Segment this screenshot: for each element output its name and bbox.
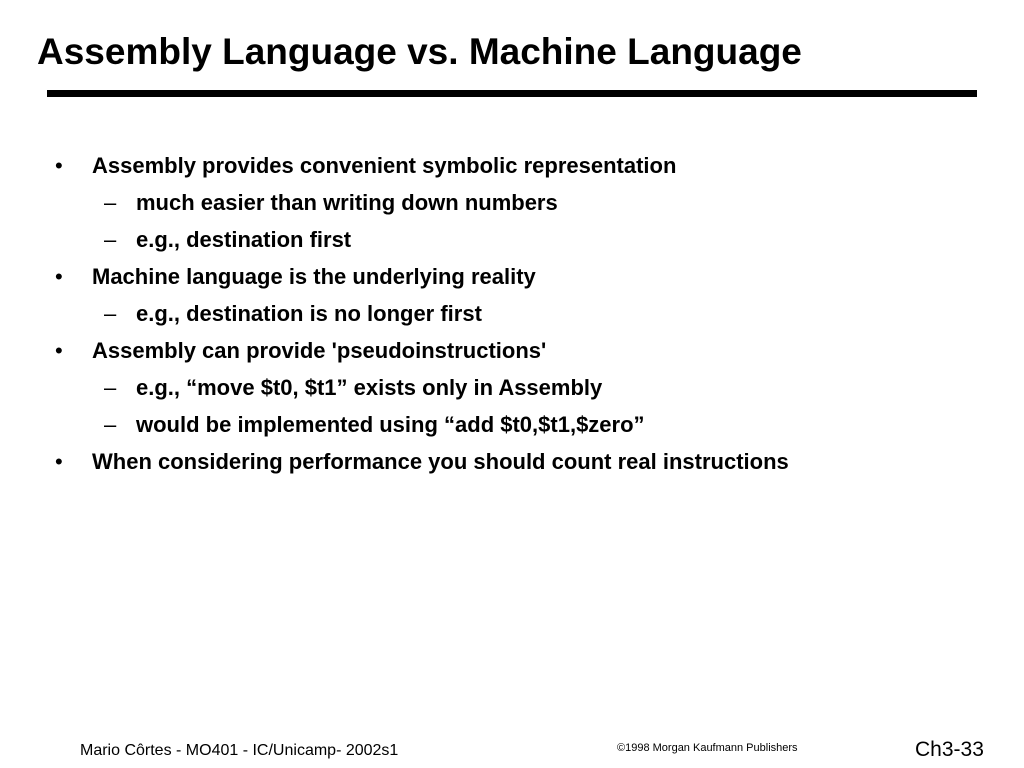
- title-divider: [47, 90, 977, 97]
- slide-title: Assembly Language vs. Machine Language: [37, 31, 802, 72]
- sub-bullet-item: [0, 184, 1024, 221]
- sub-bullet-text: would be implemented using “add $t0,$t1,$zero”: [136, 412, 645, 437]
- bullet-item: [0, 258, 1024, 295]
- footer-copyright: ©1998 Morgan Kaufmann Publishers: [617, 742, 798, 754]
- bullet-text: Machine language is the underlying reality: [92, 264, 536, 289]
- bullet-item: [0, 147, 1024, 184]
- bullet-list: [0, 147, 1024, 480]
- bullet-text: Assembly provides convenient symbolic representation: [92, 153, 677, 178]
- sub-bullet-item: [0, 406, 1024, 443]
- dash-marker: –: [104, 190, 117, 215]
- bullet-text: Assembly can provide 'pseudoinstructions': [92, 338, 547, 363]
- sub-bullet-text: e.g., “move $t0, $t1” exists only in Assembly: [136, 375, 603, 400]
- bullet-item: [0, 332, 1024, 369]
- bullet-marker: •: [55, 153, 63, 178]
- bullet-marker: •: [55, 264, 63, 289]
- bullet-item: [0, 443, 1024, 480]
- bullet-marker: •: [55, 449, 63, 474]
- page-number: Ch3-33: [915, 738, 984, 761]
- dash-marker: –: [104, 412, 117, 437]
- sub-bullet-item: [0, 369, 1024, 406]
- sub-bullet-text: e.g., destination first: [136, 227, 352, 252]
- dash-marker: –: [104, 227, 117, 252]
- sub-bullet-item: [0, 295, 1024, 332]
- sub-bullet-text: much easier than writing down numbers: [136, 190, 558, 215]
- dash-marker: –: [104, 301, 117, 326]
- dash-marker: –: [104, 375, 117, 400]
- sub-bullet-item: [0, 221, 1024, 258]
- footer-author: Mario Côrtes - MO401 - IC/Unicamp- 2002s1: [80, 742, 399, 759]
- bullet-marker: •: [55, 338, 63, 363]
- sub-bullet-text: e.g., destination is no longer first: [136, 301, 482, 326]
- bullet-text: When considering performance you should count real instructions: [92, 449, 789, 474]
